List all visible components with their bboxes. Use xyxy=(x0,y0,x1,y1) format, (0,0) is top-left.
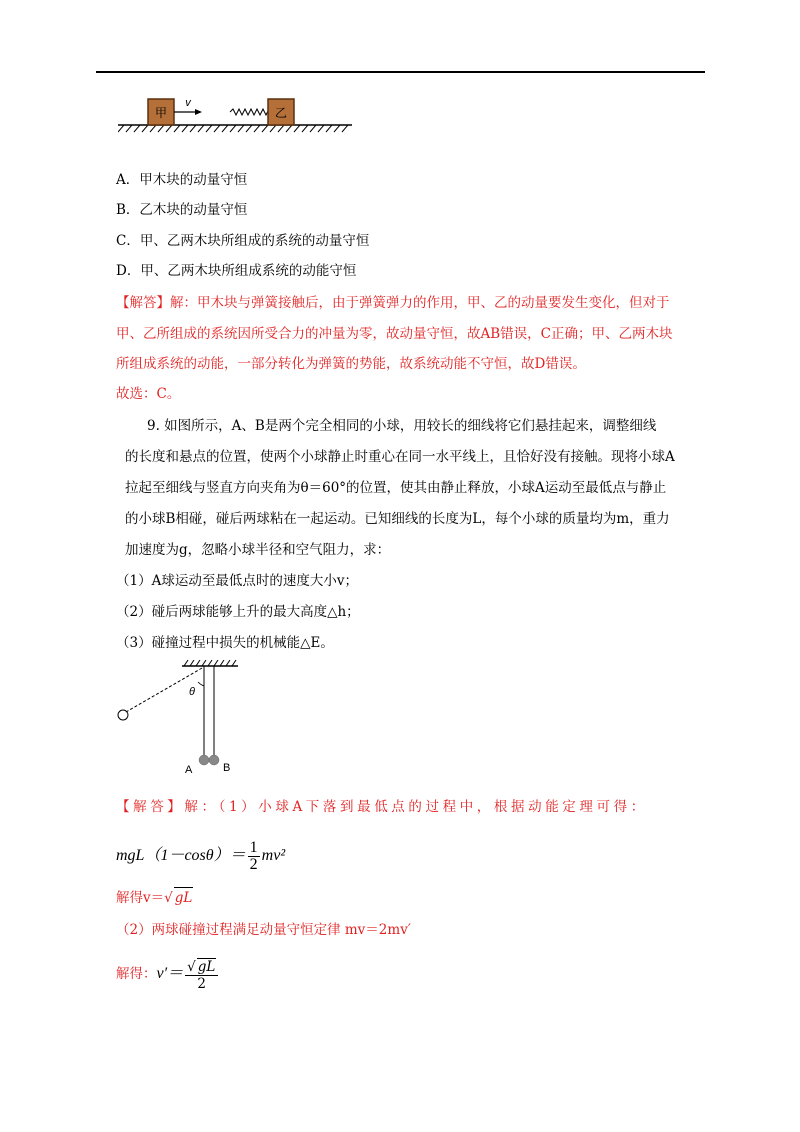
answer9-line2: （2）两球碰撞过程满足动量守恒定律 mv＝2mv′ xyxy=(116,922,411,938)
block-yi-label: 乙 xyxy=(274,106,288,120)
q9-part1: （1）A球运动至最低点时的速度大小v； xyxy=(116,573,358,589)
pendulum-figure xyxy=(110,660,250,775)
q9-line4: 的小球B相碰，碰后两球粘在一起运动。已知细线的长度为L，每个小球的质量均为m，重力 xyxy=(125,511,670,527)
solution-v: 解得v＝√ gL xyxy=(116,887,193,908)
label-a: A xyxy=(185,764,193,775)
option-a: A．甲木块的动量守恒 xyxy=(116,172,248,188)
theta-label: θ xyxy=(189,686,195,698)
option-c: C．甲、乙两木块所组成的系统的动量守恒 xyxy=(116,233,370,249)
answer8-line2: 甲、乙所组成的系统因所受合力的冲量为零，故动量守恒，故AB错误，C正确；甲、乙两木块 xyxy=(116,326,673,342)
answer8-tag: 【解答】 xyxy=(116,295,170,311)
ball-a xyxy=(199,755,209,765)
header-rule xyxy=(96,71,705,73)
q9-part2: （2）碰后两球能够上升的最大高度△h； xyxy=(116,604,360,620)
block-jia-label: 甲 xyxy=(154,106,168,120)
solution-v-prime: 解得：v′＝ $\frac{√ gL}{2}$ xyxy=(116,954,220,994)
answer9-line1: 【解答】解：（1）小球A下落到最低点的过程中，根据动能定理可得： xyxy=(116,799,648,815)
answer8-line1: 【解答】解：甲木块与弹簧接触后，由于弹簧弹力的作用，甲、乙的动量要发生变化，但对于 xyxy=(116,295,670,311)
answer8-choice: 故选：C。 xyxy=(116,386,181,402)
q9-line3: 拉起至细线与竖直方向夹角为θ＝60°的位置，使其由静止释放，小球A运动至最低点与静止 xyxy=(125,480,667,496)
option-b: B．乙木块的动量守恒 xyxy=(116,202,248,218)
answer8-line3: 所组成系统的动能，一部分转化为弹簧的势能，故系统动能不守恒，故D错误。 xyxy=(116,356,586,372)
q9-line5: 加速度为g，忽略小球半径和空气阻力，求： xyxy=(125,542,391,558)
blocks-spring-figure xyxy=(118,94,358,134)
ball-b xyxy=(209,755,219,765)
option-d: D．甲、乙两木块所组成系统的动能守恒 xyxy=(116,263,357,279)
raised-ball xyxy=(118,710,128,720)
theta-arc xyxy=(198,682,204,686)
q9-part3: （3）碰撞过程中损失的机械能△E。 xyxy=(116,635,334,651)
q9-line1: 9. 如图所示，A、B是两个完全相同的小球，用较长的细线将它们悬挂起来，调整细线 xyxy=(147,418,657,434)
q9-line2: 的长度和悬点的位置，使两个小球静止时重心在同一水平线上，且恰好没有接触。现将小球A xyxy=(125,449,675,465)
label-b: B xyxy=(223,762,231,774)
answer9-tag: 【解答】 xyxy=(116,799,185,815)
equation-energy: mgL（1－cosθ）＝ $\frac{1}{2}$ mv² xyxy=(116,838,286,873)
velocity-label: v xyxy=(185,97,191,109)
